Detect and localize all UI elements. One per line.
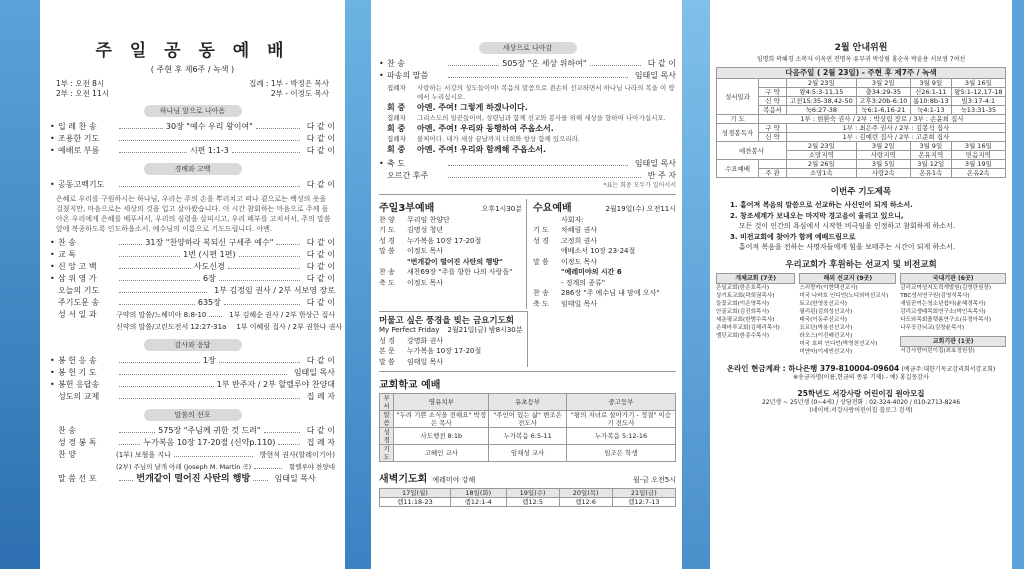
standing-note: *표는 회중 모두가 일어서서: [603, 182, 676, 189]
date-cell: 3월 16일: [951, 79, 1005, 88]
litany-line: [387, 102, 676, 114]
litany-speaker: 집례자: [387, 135, 406, 143]
confession-prayer-text: 은혜로 우리를 구원하시는 하나님, 우리는 주의 손을 뿌리치고 떠나 곁으로는 백성의 옷을 걸쳤지만, 마음으로는 세상의 것을 입고 살아왔습니다. 이 시간 참회하는 마음으로 주께 돌아온 우리에게 은혜를 베푸셔서, 우리의 심령을 살피시고, 우리 폐부를 고치셔서, 주의 말씀 앞에 복종하도록 인도하옵소서. 예수님의 이름으로 기도드립니다. 아멘.: [56, 195, 331, 233]
right-margin: [1012, 0, 1024, 569]
service-value: 이정도 목사: [407, 278, 444, 287]
program-row: 성 경 봉 독 누가복음 10장 17-20절 (신약p.110) 집 례 자: [58, 438, 336, 447]
litany-text: 사랑하는 서강의 성도들이여! 복음의 말씀으로 겸손히 선교하면서 하나님 나라의 복을 이 땅에서 누리십시오.: [417, 84, 675, 101]
service-row: [379, 215, 522, 226]
service-value: 누가복음 10장 17-20절: [407, 347, 482, 355]
cell: 3월 19일: [951, 160, 1005, 169]
service-value: 고정희 권사: [561, 236, 598, 245]
dawn-day: 21일(금): [612, 489, 675, 498]
mission-entry: 은일교회(한은호목사): [716, 284, 769, 291]
program-row: • 찬 송 31장 "찬양하라 복되신 구세주 예수" 다 같 이: [50, 238, 335, 247]
program-row: • 봉 헌 기 도 임태일 목사: [50, 368, 335, 377]
schedule-cell: 복음서: [759, 106, 787, 115]
fold-gap-2: [682, 0, 710, 569]
litany-speaker: 집례자: [387, 84, 406, 92]
account-holder: (예금주:대한기독교감리회서강교회): [901, 365, 996, 373]
left-margin: [0, 0, 40, 569]
kinder-title: 25학년도 서강사랑 어린이집 원아모집: [797, 388, 925, 398]
service-value: 이정도 목사: [561, 257, 598, 266]
table-cell: "왕의 자녀로 살아가기 - 정결" 이승기 전도사: [566, 411, 675, 428]
wednesday-rows: [533, 215, 676, 310]
table-cell: 고혜인 교사: [394, 445, 489, 462]
program-row: • 예배로 부름 시편 1:1-3 다 같 이: [50, 146, 336, 155]
service-role: [533, 215, 561, 226]
program-row: • 삼 위 영 가 6장 다 같 이: [50, 274, 336, 283]
mission-entry: 요르단(박용선선교사): [799, 324, 853, 331]
prayer-item: 1. 흩어져 복음의 말씀으로 선교하는 사신인이 되게 하소서.: [730, 201, 913, 209]
mission-entry: 태국(이동주선교사): [799, 316, 847, 323]
litany-text: 아멘. 주여! 우리와 함께해 주옵소서.: [417, 145, 547, 154]
friday-sub: My Perfect Friday: [379, 326, 440, 334]
group-label: 수요예배: [717, 160, 759, 178]
section-heading: 세상으로 나아감: [479, 42, 577, 54]
dawn-series: 예레미야 강해: [432, 476, 476, 484]
schedule-cell: 고후3:20b-6:10: [856, 97, 910, 106]
leader-second: 2부 - 이정도 목사: [270, 89, 329, 98]
kinder-info-2: (네이버:서강사랑어린이집 블로그 검색): [809, 406, 913, 414]
service-times: [50, 79, 335, 99]
service-role: 찬 양: [379, 215, 395, 224]
schedule-cell: 눅13:31-35: [951, 106, 1005, 115]
cell: 3월 12일: [910, 160, 951, 169]
table-cell: 말씀: [380, 411, 394, 428]
litany-text: 아멘. 주여! 그렇게 하겠나이다.: [417, 103, 528, 112]
program-row: • 공동고백기도 다 같 이: [50, 180, 335, 189]
service-value: 강명화 권사: [407, 336, 444, 345]
service-row: [533, 299, 676, 310]
prayer-list: [716, 200, 1006, 253]
cell: 3월 9일: [910, 142, 951, 151]
mission-entry: 감리교여성지도력개발원(김영란원장): [900, 284, 992, 291]
program-row: 찬 양 (1부) 보혈을 지나 방현석 권사(할레이기아): [58, 450, 335, 459]
service-role: [533, 267, 561, 278]
service-value: "번개같이 떨어진 사탄의 행방": [407, 257, 503, 266]
dawn-passage: 렘12:5: [506, 498, 559, 507]
account-line: [716, 363, 1006, 374]
table-cell: 사도행전 8:1b: [394, 428, 489, 445]
mission-head: 교회기관 (1곳): [900, 336, 1006, 347]
litany-text: 아멘. 주여! 우리와 동행하여 주옵소서.: [417, 124, 554, 133]
service-value: 김명성 청년: [407, 226, 444, 234]
litany-line: [387, 144, 676, 156]
litany-line: [387, 135, 676, 144]
service-role: 말 씀: [379, 357, 395, 366]
table-cell: 기도: [380, 445, 394, 462]
service-row: [533, 215, 676, 226]
mission-col: [799, 284, 896, 356]
service-role: 찬 송: [533, 289, 549, 297]
program-row: • 교 독 1번 (시편 1편) 다 같 이: [50, 250, 336, 259]
cell: 믿음지역: [951, 151, 1005, 160]
mission-entry: 필리핀(김희성선교사): [799, 308, 853, 315]
table-cell: 임조은 학생: [566, 445, 675, 462]
service-row: [533, 257, 676, 268]
service-value: 새찬69장 "주를 향한 나의 사랑을": [407, 268, 513, 276]
service-value: 누가복음 10장 17-20절: [407, 236, 482, 245]
service-value: "예레미야의 시간 6: [561, 268, 622, 276]
litany-line: [387, 84, 676, 102]
dawn-day: 20일(목): [559, 489, 612, 498]
litany-speaker: 회 중: [387, 124, 406, 133]
section-heading: 경배와 고백: [144, 163, 242, 175]
account-note: ※송금자명(이름,헌금의 종류 기재) - 예) 홍길동감사: [793, 373, 929, 381]
cell: 소망지역: [787, 151, 857, 160]
service-role: 기 도: [379, 226, 395, 234]
dawn-passage: 렘12:7-13: [612, 498, 675, 507]
table-header: 유초등부: [489, 394, 567, 411]
mission-entry: 미얀마(이세빈선교사): [799, 348, 853, 355]
litany-text: 볼찌어다. 내가 세상 끝날까지 너희와 항상 함께 있으리라.: [417, 135, 581, 143]
time-second: 2부 : 오전 11시: [56, 89, 109, 98]
service-value: 에베소서 10장 23-24절: [561, 247, 636, 255]
kinder-info: 22년생 ~ 25년생 (0~4세) / 상담전화 : 02-324-4020 / 010-2713-8246: [761, 398, 961, 406]
service-value: 사회자:: [561, 215, 584, 224]
program-row: 성도의 교제 집 례 자: [58, 392, 335, 401]
leader-first: 집례 : 1부 - 박정은 목사: [249, 79, 329, 88]
dawn-passage: 렘11:18-23: [380, 498, 451, 507]
mission-entry: 엠딘교회(한종수목사): [716, 332, 769, 339]
service-row: [533, 288, 676, 299]
group-label: 성서일과: [717, 79, 759, 115]
schedule-cell: 온유1속: [910, 169, 951, 178]
date-cell: 2월 23일: [787, 79, 857, 88]
program-row: 찬 송 575장 "주님께 귀한 것 드려" 다 같 이: [58, 426, 336, 435]
table-row: [380, 411, 676, 428]
mission-entry: 서강사랑어린이집(최효정원장): [900, 347, 975, 354]
time-first: 1부 : 오전 8시: [56, 79, 105, 88]
cell: 2월 23일: [787, 142, 857, 151]
table-cell: "주인이 있는 삶" 변조은 전도사: [489, 411, 567, 428]
service-role: [533, 278, 561, 289]
mission-entry: 라오스(이진배선교사): [799, 332, 853, 339]
mission-entry: 은혜마루교회(김해리목사): [716, 324, 780, 331]
service-row: [379, 246, 522, 257]
cell: 2월 26일: [787, 160, 857, 169]
section-heading: 감사와 응답: [144, 339, 242, 351]
service-row: [533, 236, 676, 247]
mission-entry: 미국 호피 인디언(박영천선교사): [799, 340, 878, 347]
mission-entry: 다도와목회플랫폼연구소(유정아목사): [900, 316, 992, 323]
service-row: [533, 278, 676, 289]
program-row: 오늘의 기도 1부 김정임 권사 / 2부 서보영 장로: [58, 286, 335, 295]
service-row: [379, 267, 522, 278]
mission-entry: 세운평교회(한범수목사): [716, 316, 775, 323]
wednesday-time: 2월19일(수) 오전11시: [605, 205, 676, 213]
sunday3-rows: [379, 215, 522, 289]
service-value: 286장 "주 예수님 내 맘에 오사": [561, 289, 660, 297]
school-title: 교회학교 예배: [379, 380, 441, 391]
service-role: 축 도: [379, 278, 395, 287]
friday-rows: [379, 336, 523, 368]
program-row: • 입 례 찬 송 30장 "예수 우리 왕이여" 다 같 이: [50, 122, 335, 131]
mission-head: 개체교회 (7곳): [716, 273, 795, 284]
service-role: 말 씀: [379, 247, 395, 255]
announcements-panel: [710, 0, 1012, 569]
mission-entry: 미국 나바호 인디언(노디와미선교사): [799, 292, 889, 299]
mission-entry: 나무곳간뇌교(김창윤목사): [900, 324, 965, 331]
schedule-cell: 눅6:27-38: [787, 106, 857, 115]
next-sunday-heading: 다음주일 ( 2월 23일) - 주현 후 제7주 / 녹색: [717, 68, 1006, 79]
sending-litany: [379, 84, 676, 156]
row-value: 1부 : 현환숙 권사 / 2부 : 박상림 장로 / 3부 : 손윤희 집사: [759, 115, 1006, 124]
service-row: [379, 225, 522, 236]
dawn-passage: 렘12:1-4: [450, 498, 506, 507]
schedule-cell: 온유2속: [951, 169, 1005, 178]
sunday3-time: 오후1시30분: [481, 205, 522, 213]
friday-time: 2월21일(금) 밤8시30분: [447, 326, 523, 334]
service-value: 임태일 목사: [561, 299, 598, 308]
school-table: [379, 393, 676, 462]
service-value: 임태일 목사: [407, 357, 444, 366]
order-of-worship-panel: [40, 0, 345, 569]
cell: 3월 2일: [856, 142, 910, 151]
schedule-cell: 구 약: [759, 88, 787, 97]
schedule-cell: 고전15:35-38,42-50: [787, 97, 857, 106]
mission-entry: 스리랑카(이현택선교사): [799, 284, 858, 291]
program-row: 성 서 일 과 구약의 말씀/느헤미야 8:8-10 1부 김혜순 권사 / 2부 한상근 집사: [58, 310, 335, 319]
mission-entry: 안골교회(김진희목사): [716, 308, 769, 315]
program-row: • 파송의 말씀 임태일 목사: [379, 71, 676, 80]
group-label: 성경봉독자: [717, 124, 759, 142]
program-row: • 신 앙 고 백 사도신경 다 같 이: [50, 262, 336, 271]
table-cell: 임채성 교사: [489, 445, 567, 462]
service-role: 성 경: [533, 236, 549, 245]
service-role: 찬 송: [379, 268, 395, 276]
row-label: 구 약: [759, 124, 787, 133]
service-role: 축 도: [533, 299, 549, 308]
litany-text: 그리스도의 일꾼들이여, 성령님과 함께 선교와 봉사를 위해 세상을 향하여 나아가십시오.: [417, 114, 666, 122]
service-role: [533, 246, 561, 257]
program-row: • 봉 헌 응 송 1장 다 같 이: [50, 356, 336, 365]
mission-title: 우리교회가 후원하는 선교지 및 비전교회: [785, 259, 937, 270]
section-heading: 하나님 앞으로 나아옴: [144, 105, 242, 117]
table-header: 영유치부: [394, 394, 489, 411]
mission-head: 해외 선교지 (9곳): [799, 273, 896, 284]
prayer-item: 3. 비전교회에 찾아가 함께 예배드림으로: [730, 232, 856, 241]
schedule-cell: 사랑2속: [856, 169, 910, 178]
program-row: • 조용한 기도 다 같 이: [50, 134, 335, 143]
program-row: 주기도문 송 635장 다 같 이: [58, 298, 335, 307]
schedule-cell: 신26:1-11: [910, 88, 951, 97]
page-title: 주 일 공 동 예 배: [95, 41, 290, 61]
mission-col: [900, 347, 1006, 355]
prayer-item: 흩어져 복음을 전하는 사명자들에게 힘을 보태주는 시간이 되게 하소서.: [730, 243, 956, 251]
dawn-day: 18일(화): [450, 489, 506, 498]
program-row: 말 씀 선 포 번개같이 떨어진 사탄의 행방 임태일 목사: [58, 474, 316, 484]
schedule-cell: 소망1속: [787, 169, 857, 178]
litany-line: [387, 123, 676, 135]
service-row: [379, 278, 522, 289]
row-value: 1부 : 최은주 권사 / 2부 : 김봉석 집사: [787, 124, 1006, 133]
table-cell: 누가복음 6:5-11: [489, 428, 567, 445]
cell: 3월 16일: [951, 142, 1005, 151]
service-row: [379, 346, 523, 357]
ushers-title: 2월 안내위원: [834, 43, 888, 53]
dawn-title: 새벽기도회: [379, 474, 428, 485]
service-role: 성 경: [379, 236, 395, 245]
table-cell: 성경: [380, 428, 394, 445]
service-value: 이정도 목사: [407, 247, 444, 255]
row-label: 신 약: [759, 133, 787, 142]
table-row: [380, 445, 676, 462]
prayer-title: 이번주 기도제목: [830, 187, 892, 197]
litany-speaker: 집례자: [387, 114, 406, 122]
extra-services: [379, 199, 676, 309]
dawn-passage: 렘12:6: [559, 498, 612, 507]
service-row: [379, 357, 523, 368]
section-heading: 말씀의 선포: [144, 409, 242, 421]
schedule-table: [716, 67, 1006, 178]
dawn-time: 월-금 오전5시: [632, 476, 676, 484]
schedule-cell: 왕4:5:3-11,15: [787, 88, 857, 97]
service-row: [379, 336, 523, 347]
table-row: [380, 428, 676, 445]
program-row: 오르간 후주 반 주 자: [387, 171, 676, 180]
sunday3-title: 주일3부예배: [379, 203, 435, 214]
prayer-item: 모든 것이 인간의 욕심에서 시작한 비극임을 인정하고 참회하게 하소서.: [730, 222, 956, 230]
service-row: [533, 246, 676, 257]
prayer-item: 2. 창조세계가 보내오는 마지막 경고음이 울리고 있으니,: [730, 211, 904, 220]
mission-entry: 감리교생태목회연구소(박인옥목사): [900, 308, 986, 315]
row-value: 1부 : 김예린 집사 / 2부 : 고준희 집사: [787, 133, 1006, 142]
cell: 3월 5일: [856, 160, 910, 169]
table-cell: 누가복음 5:12-16: [566, 428, 675, 445]
mission-entry: TBC성서연구원(김영석목사): [900, 292, 970, 299]
mission-head: 국내기관 (6곳): [900, 273, 1006, 284]
cell: 사랑지역: [856, 151, 910, 160]
schedule-cell: 왕5:1-12,17-18: [951, 88, 1005, 97]
dawn-day: 17일(월): [380, 489, 451, 498]
dawn-table: [379, 488, 676, 507]
schedule-cell: 신 약: [759, 97, 787, 106]
date-cell: 3월 2일: [856, 79, 910, 88]
litany-speaker: 회 중: [387, 145, 406, 154]
schedule-cell: 출34:29-35: [856, 88, 910, 97]
litany-speaker: 회 중: [387, 103, 406, 112]
schedule-cell: 눅4:1-13: [910, 106, 951, 115]
service-value: - 징계의 종류": [561, 278, 606, 287]
service-value: 무리임 찬양단: [407, 215, 450, 224]
friday-title: 머물고 싶은 풍경을 빚는 금요기도회: [379, 316, 515, 326]
mission-columns: [716, 273, 1006, 356]
account-number: 온라인 현금계좌 : 하나은행 379-810004-09604: [726, 363, 900, 373]
mission-entry: 토고(한영웅선교사): [799, 300, 847, 307]
schedule-cell: 빌3:17-4:1: [951, 97, 1005, 106]
services-panel: [371, 0, 682, 569]
service-role: 본 문: [379, 347, 395, 355]
program-row: • 축 도 임태일 목사: [379, 159, 676, 168]
service-role: 기 도: [533, 226, 549, 234]
schedule-cell: 눅6:1-6,16-21: [856, 106, 910, 115]
page-subtitle: ( 주현 후 제6주 / 녹색 ): [150, 65, 235, 74]
row-label: 기 도: [717, 115, 759, 124]
table-header: 부서: [380, 394, 394, 411]
program-row: 신약의 말씀/고린도전서 12:27-31a 1부 이혜림 집사 / 2부 권한나 권사: [116, 323, 343, 331]
litany-line: [387, 114, 676, 123]
fold-gap-1: [345, 0, 371, 569]
program-row: • 봉헌 응답송 1부 반주자 / 2부 할렐루야 찬양대: [50, 380, 335, 389]
mission-entry: 상기토교회(곽희권목사): [716, 292, 775, 299]
program-row: (2부) 주님의 날개 아래 (Joseph M. Martin 곡) 할렐루야 찬양대: [116, 463, 335, 471]
service-role: 말 씀: [533, 257, 549, 266]
table-header: 중고등부: [566, 394, 675, 411]
service-row: [379, 236, 522, 247]
service-row: [533, 225, 676, 236]
friday-block: [379, 311, 528, 367]
service-row: [379, 257, 522, 268]
mission-col: [716, 284, 795, 340]
ushers-list: 임명희 곽혜경 소복자 이옥연 전명옥 유부귀 박상림 홍순옥 박윤용 서보영 7여선: [756, 56, 966, 63]
table-cell: "두려 기쁜 소식을 전해요" 박정은 목사: [394, 411, 489, 428]
cell: 온유지역: [910, 151, 951, 160]
mission-col: [900, 284, 1006, 332]
schedule-cell: 롬10:8b-13: [910, 97, 951, 106]
wednesday-title: 수요예배: [533, 203, 572, 214]
mission-entry: 들꽃교회(이은영목사): [716, 300, 769, 307]
date-cell: 3월 9일: [910, 79, 951, 88]
program-row: • 찬 송 505장 "온 세상 위하여" 다 같 이: [379, 59, 677, 68]
service-value: 차혜림 권사: [561, 226, 598, 234]
group-label: 애찬봉사: [717, 142, 787, 160]
schedule-cell: 주 관: [759, 169, 787, 178]
mission-entry: 새일꾼여는청소년쉼터(윤혜경목사): [900, 300, 986, 307]
service-row: [533, 267, 676, 278]
service-role: 성 경: [379, 336, 395, 345]
dawn-day: 19일(수): [506, 489, 559, 498]
service-role: [379, 257, 407, 268]
